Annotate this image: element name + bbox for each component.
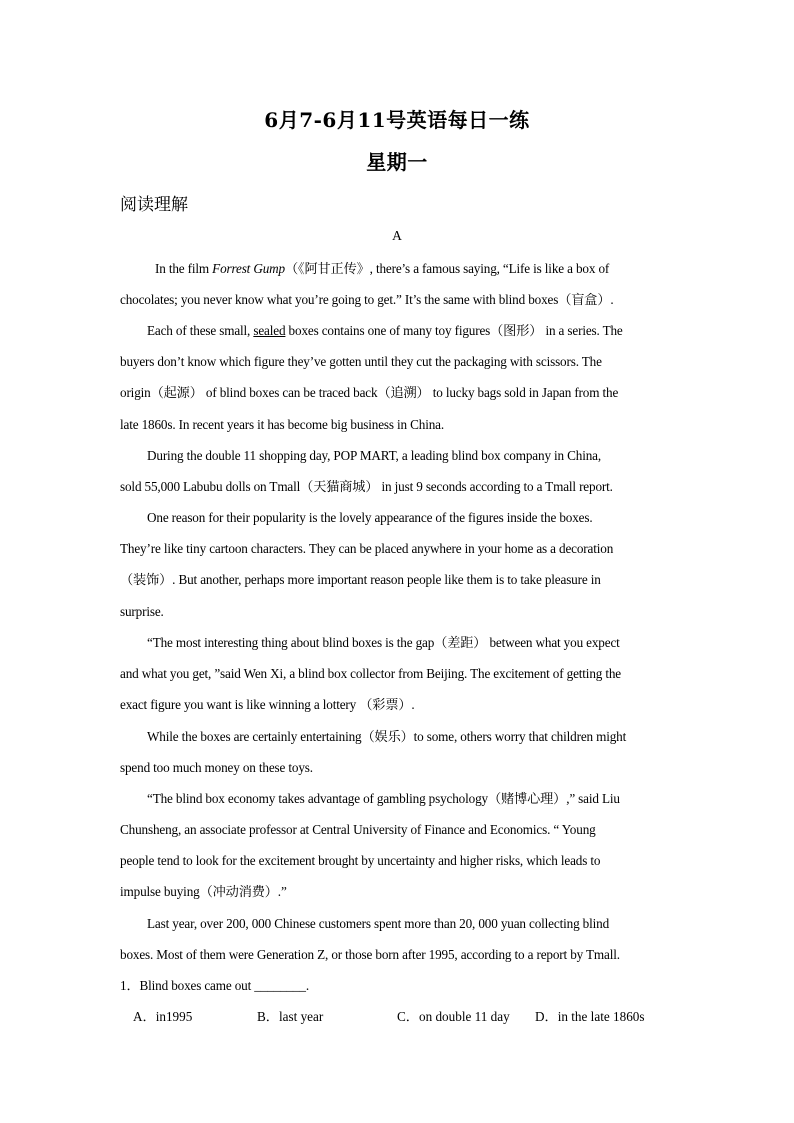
passage-line: people tend to look for the excitement brought by uncertainty and higher risks, which leads to (120, 853, 601, 868)
passage-line: impulse buying（冲动消费）.” (120, 884, 287, 899)
passage-line: sold 55,000 Labubu dolls on Tmall（天猫商城） in just 9 seconds according to a Tmall report. (120, 479, 613, 494)
day-heading: 星期一 (366, 150, 428, 174)
passage-line: and what you get, ”said Wen Xi, a blind box collector from Beijing. The excitement of getting the (120, 666, 622, 681)
passage-line: “The most interesting thing about blind boxes is the gap（差距） between what you expect (147, 635, 620, 650)
passage-line: chocolates; you never know what you’re going to get.” It’s the same with blind boxes（盲盒）. (120, 292, 614, 307)
option-a[interactable]: A．in1995 (133, 1009, 193, 1024)
passage-line: late 1860s. In recent years it has become big business in China. (120, 417, 445, 432)
passage-text: boxes contains one of many toy figures（图形） in a series. The (285, 323, 623, 338)
passage-line: During the double 11 shopping day, POP MART, a leading blind box company in China, (147, 448, 602, 463)
option-d[interactable]: D．in the late 1860s (535, 1009, 645, 1024)
passage-line: Chunsheng, an associate professor at Central University of Finance and Economics. “ Young (120, 822, 596, 837)
passage-label: A (392, 228, 402, 243)
passage-line: Last year, over 200, 000 Chinese customers spent more than 20, 000 yuan collecting blind (147, 916, 610, 931)
passage-line: boxes. Most of them were Generation Z, or those born after 1995, according to a report by Tmall. (120, 947, 620, 962)
passage-line: exact figure you want is like winning a lottery （彩票）. (120, 697, 415, 712)
passage-text: In the film (155, 261, 213, 276)
passage-line: （装饰）. But another, perhaps more important reason people like them is to take pleasure in (120, 572, 601, 587)
passage-line: origin（起源） of blind boxes can be traced back（追溯） to lucky bags sold in Japan from the (120, 385, 619, 400)
passage-line: While the boxes are certainly entertaining（娱乐）to some, others worry that children might (147, 729, 627, 744)
question-stem: 1．Blind boxes came out ________. (120, 978, 309, 993)
option-c[interactable]: C．on double 11 day (397, 1009, 510, 1024)
passage-text: （《阿甘正传》, there’s a famous saying, “Life is like a box of (284, 261, 610, 276)
film-title: Forrest Gump (212, 261, 285, 276)
passage-line: “The blind box economy takes advantage of gambling psychology（赌博心理）,” said Liu (147, 791, 620, 806)
passage-line: spend too much money on these toys. (120, 760, 313, 775)
passage-line: surprise. (120, 604, 164, 619)
section-heading: 阅读理解 (120, 195, 188, 215)
underlined-word: sealed (253, 323, 286, 338)
passage-line (155, 261, 715, 277)
passage-line (147, 323, 707, 339)
option-b[interactable]: B．last year (257, 1009, 324, 1024)
passage-text: Each of these small, (147, 323, 254, 338)
passage-line: buyers don’t know which figure they’ve gotten until they cut the packaging with scissors. The (120, 354, 602, 369)
passage-line: They’re like tiny cartoon characters. They can be placed anywhere in your home as a decoration (120, 541, 614, 556)
passage-line: One reason for their popularity is the lovely appearance of the figures inside the boxes. (147, 510, 593, 525)
document-title: 6月7-6月11号英语每日一练 (264, 108, 530, 132)
